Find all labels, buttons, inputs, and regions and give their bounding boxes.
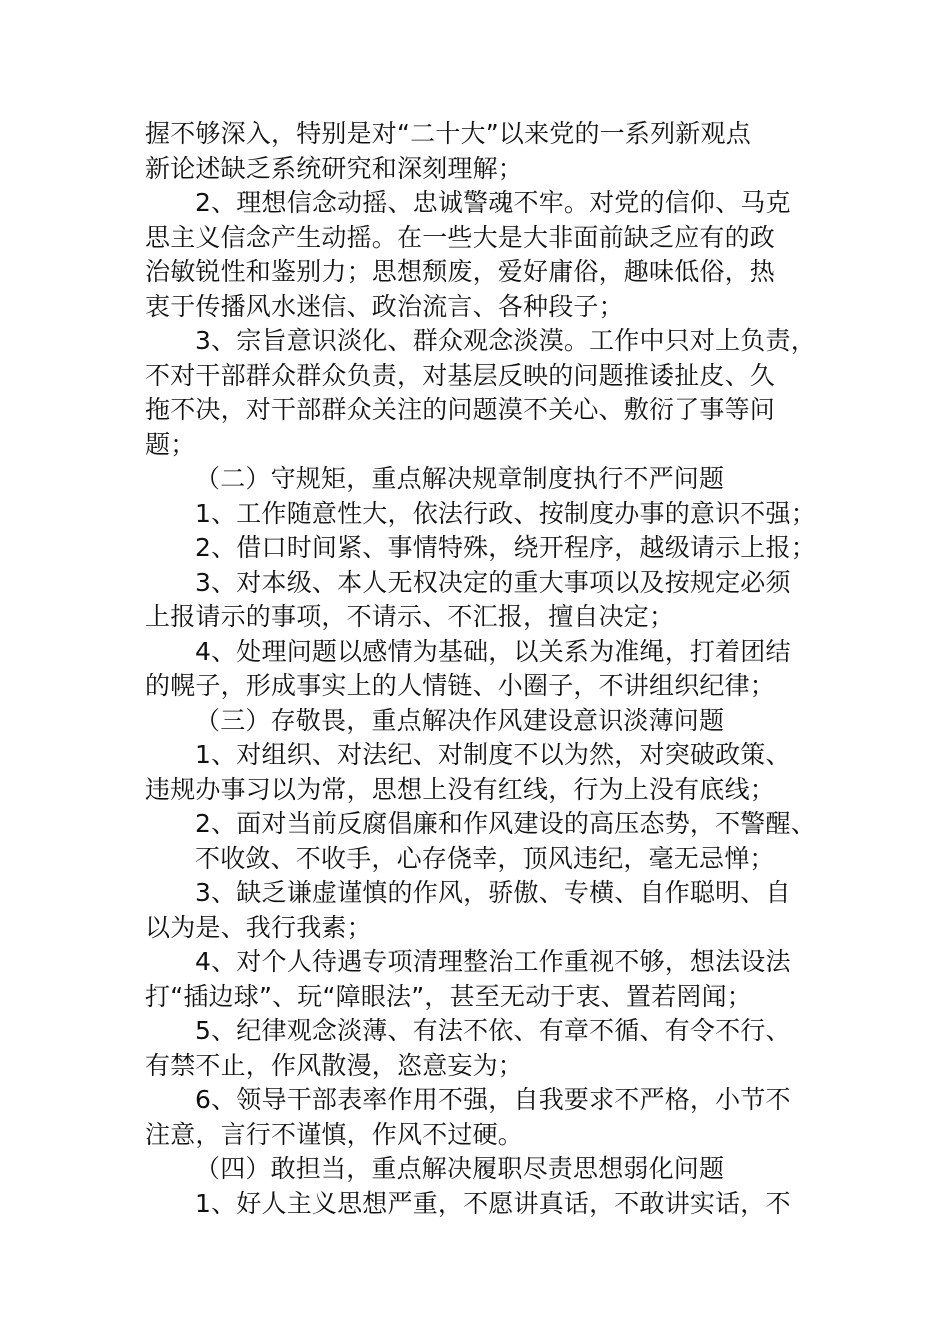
text-line: 的幌子，形成事实上的人情链、小圈子，不讲组织纪律；: [145, 671, 776, 700]
text-line: 3、宗旨意识淡化、群众观念淡漠。工作中只对上负责，: [195, 326, 816, 355]
text-line: 以为是、我行我素；: [145, 912, 372, 942]
text-line: 思主义信念产生动摇。在一些大是大非面前缺乏应有的政: [145, 222, 776, 252]
section-heading: （四）敢担当，重点解决履职尽责思想弱化问题: [195, 1154, 725, 1183]
text-line: 有禁不止，作风散漫，恣意妄为；: [145, 1050, 524, 1080]
text-line: 注意，言行不谨慎，作风不过硬。: [145, 1119, 524, 1149]
section-heading: （三）存敬畏，重点解决作风建设意识淡薄问题: [195, 705, 725, 735]
document-body: [145, 117, 835, 1221]
text-line: 上报请示的事项，不请示、不汇报，擅自决定；: [145, 602, 675, 631]
text-line: 1、对组织、对法纪、对制度不以为然，对突破政策、: [195, 740, 791, 769]
text-line: 新论述缺乏系统研究和深刻理解；: [145, 153, 524, 183]
section-heading: （二）守规矩，重点解决规章制度执行不严问题: [195, 464, 725, 493]
text-line: 4、处理问题以感情为基础，以关系为准绳，打着团结: [195, 636, 791, 666]
text-line: 题；: [145, 429, 196, 459]
text-line: 衷于传播风水迷信、政治流言、各种段子；: [145, 291, 624, 321]
text-line: 拖不决，对干部群众关注的问题漠不关心、敷衍了事等问: [145, 395, 776, 424]
text-line: 1、工作随意性大，依法行政、按制度办事的意识不强；: [195, 498, 816, 528]
text-line: 3、缺乏谦虚谨慎的作风，骄傲、专横、自作聪明、自: [195, 878, 791, 907]
text-line: 违规办事习以为常，思想上没有红线，行为上没有底线；: [145, 774, 776, 804]
text-line: 2、理想信念动摇、忠诚警魂不牢。对党的信仰、马克: [195, 188, 791, 217]
text-line: 握不够深入，特别是对“二十大”以来党的一系列新观点: [145, 119, 751, 148]
text-line: 5、纪律观念淡薄、有法不依、有章不循、有令不行、: [195, 1016, 791, 1045]
text-line: 不收敛、不收手，心存侥幸，顶风违纪，毫无忌惮；: [195, 843, 775, 873]
text-line: 2、面对当前反腐倡廉和作风建设的高压态势，不警醒、: [195, 809, 816, 838]
text-line: 1、好人主义思想严重，不愿讲真话，不敢讲实话，不: [195, 1188, 791, 1218]
text-line: 4、对个人待遇专项清理整治工作重视不够，想法设法: [195, 947, 791, 976]
text-line: 治敏锐性和鉴别力；思想颓废，爱好庸俗，趣味低俗，热: [145, 257, 776, 286]
text-line: 打“插边球”、玩“障眼法”，甚至无动于衷、置若罔闻；: [145, 981, 753, 1011]
text-line: 6、领导干部表率作用不强，自我要求不严格，小节不: [195, 1085, 791, 1114]
text-line: 不对干部群众群众负责，对基层反映的问题推诿扯皮、久: [145, 360, 776, 390]
text-line: 2、借口时间紧、事情特殊，绕开程序，越级请示上报；: [195, 533, 816, 562]
text-line: 3、对本级、本人无权决定的重大事项以及按规定必须: [195, 567, 791, 597]
